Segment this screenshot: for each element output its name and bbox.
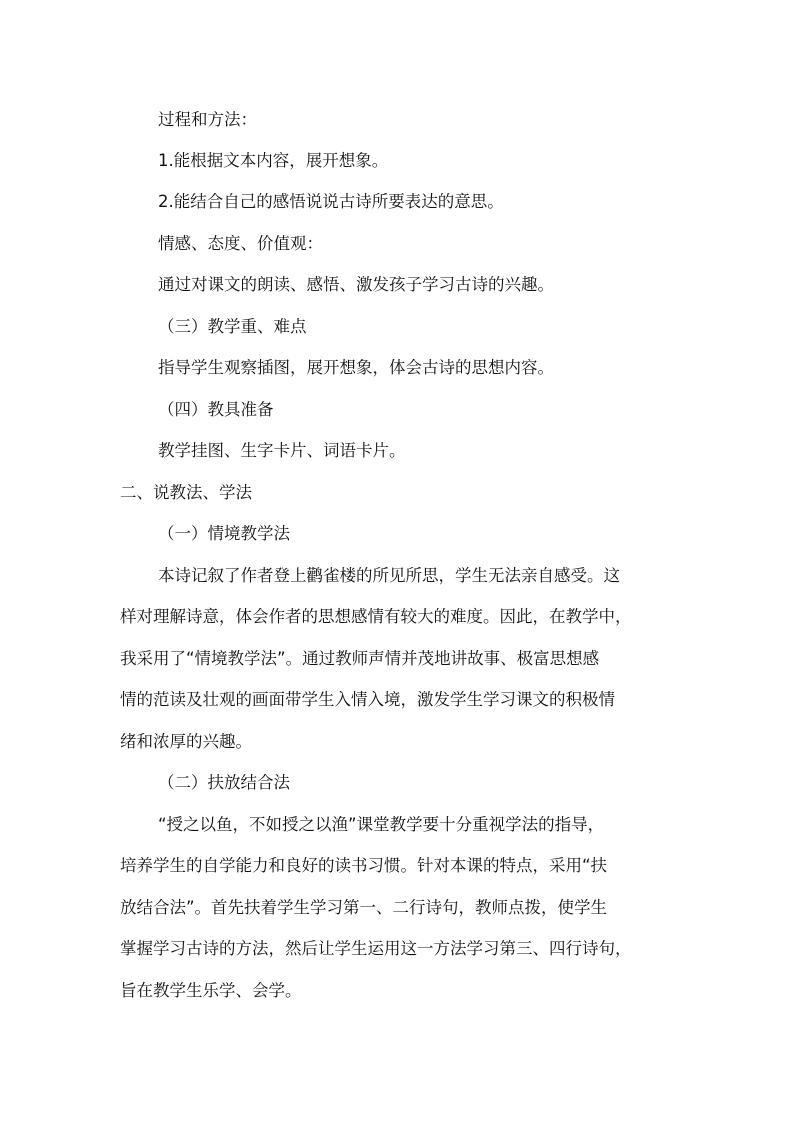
paragraph-line: 情的范读及壮观的画面带学生入情入境，激发学生学习课文的积极情	[120, 690, 615, 709]
paragraph-line: 本诗记叙了作者登上鹳雀楼的所见所思，学生无法亲自感受。这	[158, 566, 620, 585]
paragraph-line: 教学挂图、生字卡片、词语卡片。	[158, 441, 406, 460]
paragraph-line: 放结合法”。首先扶着学生学习第一、二行诗句，教师点拨，使学生	[120, 898, 608, 917]
paragraph-line: 绪和浓厚的兴趣。	[120, 732, 252, 751]
paragraph-line: 样对理解诗意，体会作者的思想感情有较大的难度。因此，在教学中，	[120, 607, 632, 626]
paragraph-line: 1.能根据文本内容，展开想象。	[158, 151, 389, 170]
section-heading: （三）教学重、难点	[158, 317, 307, 336]
paragraph-line: 培养学生的自学能力和良好的读书习惯。针对本课的特点，采用“扶	[120, 856, 608, 875]
paragraph-line: 旨在教学生乐学、会学。	[120, 981, 302, 1000]
section-heading: （二）扶放结合法	[158, 773, 290, 792]
paragraph-line: 指导学生观察插图，展开想象，体会古诗的思想内容。	[158, 358, 554, 377]
paragraph-line: “授之以鱼，不如授之以渔”课堂教学要十分重视学法的指导，	[158, 815, 605, 834]
paragraph-line: 过程和方法：	[158, 110, 257, 129]
chapter-heading: 二、说教法、学法	[120, 483, 252, 502]
paragraph-line: 情感、态度、价值观：	[158, 234, 323, 253]
paragraph-line: 通过对课文的朗读、感悟、激发孩子学习古诗的兴趣。	[158, 275, 554, 294]
paragraph-line: 2.能结合自己的感悟说说古诗所要表达的意思。	[158, 192, 504, 211]
paragraph-line: 我采用了“情境教学法”。通过教师声情并茂地讲故事、极富思想感	[120, 649, 600, 668]
section-heading: （四）教具准备	[158, 400, 274, 419]
paragraph-line: 掌握学习古诗的方法，然后让学生运用这一方法学习第三、四行诗句，	[120, 939, 632, 958]
section-heading: （一）情境教学法	[158, 524, 290, 543]
